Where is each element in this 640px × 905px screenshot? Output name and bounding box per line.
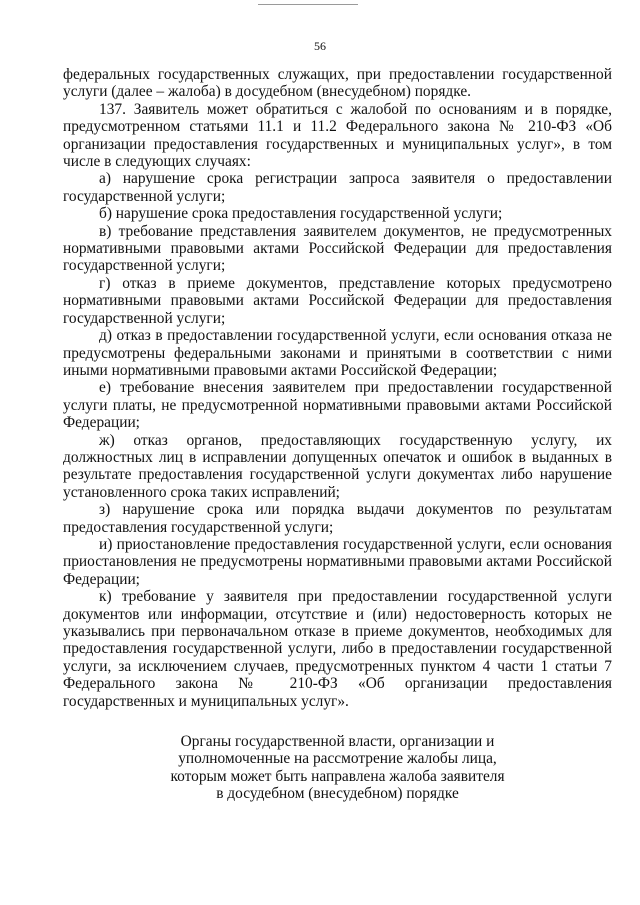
list-item-d: д) отказ в предоставлении государственной услуги, если основания отказа не предусмотрены федеральными законами и принятыми в соответствии с ними иными нормативными правовыми актами Российской Федерации; xyxy=(63,327,612,379)
list-item-e: е) требование внесения заявителем при предоставлении государственной услуги платы, не предусмотренной нормативными правовыми актами Российской Федерации; xyxy=(63,379,612,432)
section-heading-line: в досудебном (внесудебном) порядке xyxy=(216,785,459,803)
paragraph-item-137: 137. Заявитель может обратиться с жалобой по основаниям и в порядке, предусмотренном статьями 11.1 и 11.2 Федерального закона № 210-ФЗ «Об организации предоставления государственных и муниципальных услуг», в том числе в следующих случаях: xyxy=(63,100,612,171)
list-item-z: з) нарушение срока или порядка выдачи документов по результатам предоставления государственной услуги; xyxy=(63,501,612,536)
section-heading xyxy=(63,733,612,803)
list-item-v: в) требование представления заявителем документов, не предусмотренных нормативными правовыми актами Российской Федерации для предоставления государственной услуги; xyxy=(63,222,612,275)
list-item-a: а) нарушение срока регистрации запроса заявителя о предоставлении государственной услуги; xyxy=(63,170,612,205)
list-item-k: к) требование у заявителя при предоставлении государственной услуги документов или информации, отсутствие и (или) недостоверность которых не указывались при первоначальном отказе в приеме документов, необходимых для предоставления государственной услуги, либо в предоставлении государственной услуги, за исключением случаев, предусмотренных пунктом 4 части 1 статьи 7 Федерального закона № 210-ФЗ «Об организации предоставления государственных и муниципальных услуг». xyxy=(63,588,612,710)
document-body xyxy=(63,66,612,710)
list-item-i: и) приостановление предоставления государственной услуги, если основания приостановления не предусмотрены нормативными правовыми актами Российской Федерации; xyxy=(63,535,612,588)
page-number: 56 xyxy=(314,39,326,53)
section-heading-line: уполномоченные на рассмотрение жалобы лица, xyxy=(178,750,497,768)
list-item-g: г) отказ в приеме документов, представление которых предусмотрено нормативными правовыми актами Российской Федерации для предоставления государственной услуги; xyxy=(63,274,612,327)
list-item-zh: ж) отказ органов, предоставляющих государственную услугу, их должностных лиц в исправлении допущенных опечаток и ошибок в выданных в результате предоставления государственной услуги документах либо нарушение установленного срока таких исправлений; xyxy=(63,431,612,501)
list-item-b: б) нарушение срока предоставления государственной услуги; xyxy=(99,205,503,223)
top-divider xyxy=(258,4,358,5)
section-heading-line: Органы государственной власти, организации и xyxy=(180,733,495,750)
paragraph-continuation: федеральных государственных служащих, при предоставлении государственной услуги (далее – жалоба) в досудебном (внесудебном) порядке. xyxy=(63,66,612,101)
section-heading-line: которым может быть направлена жалоба заявителя xyxy=(170,767,505,785)
